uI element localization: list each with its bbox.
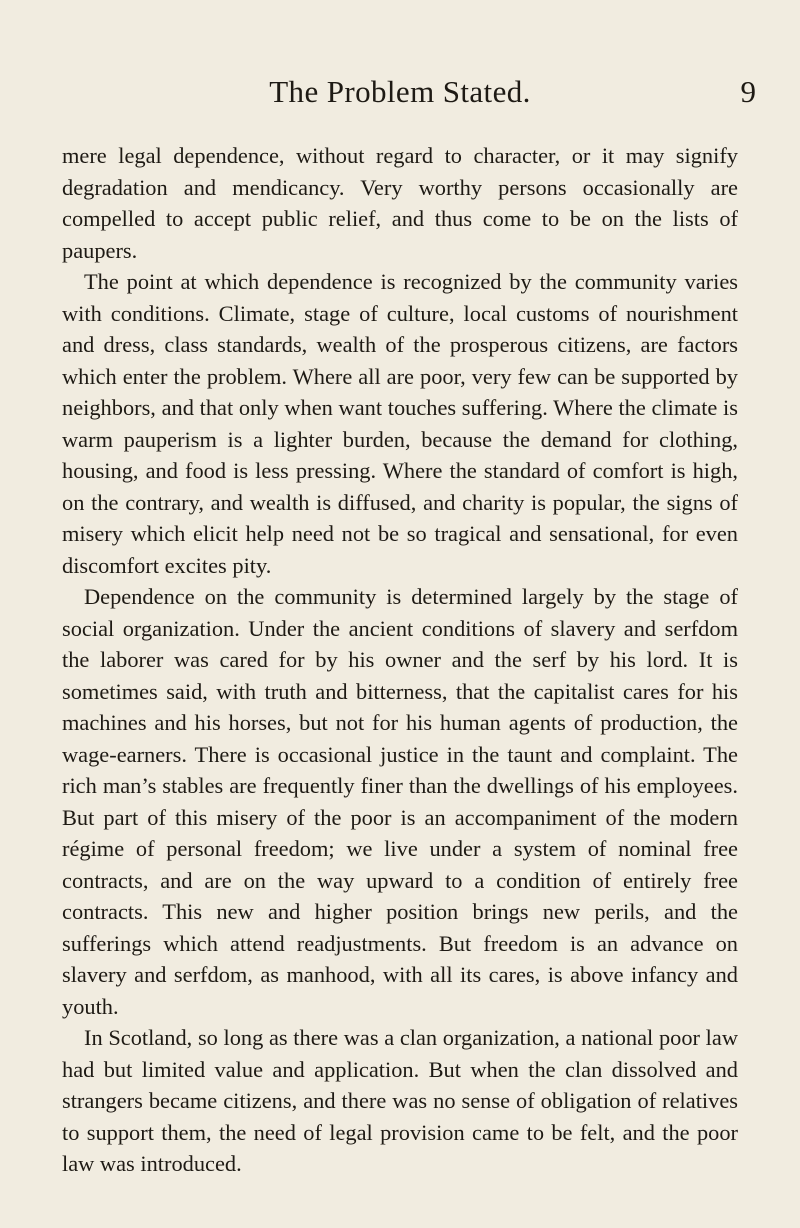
- paragraph-scotland: In Scotland, so long as there was a clan organization, a national poor law had but limited value and application. But when the clan dissolved and strangers became citizens, and there was no sense of obligation of relatives to support them, the need of legal provision came to be felt, and the poor law was introduced.: [62, 1025, 738, 1176]
- page-number: 9: [740, 74, 756, 109]
- running-title: The Problem Stated.: [269, 74, 531, 109]
- paragraph-continuation: mere legal dependence, without regard to character, or it may signify degradation and mendicancy. Very worthy persons occasionally are compelled to accept public relief, and thus come to be on the lists of paupers.: [62, 143, 738, 263]
- paragraph-dependence-recognition: The point at which dependence is recognized by the community varies with conditions. Climate, stage of culture, local customs of nourishment and dress, class standards, wealth of the prosperous citizens, are factors which enter the problem. Where all are poor, very few can be supported by neighbors, and that only when want touches suffering. Where the climate is warm pauperism is a lighter burden, because the demand for clothing, housing, and food is less pressing. Where the standard of comfort is high, on the contrary, and wealth is diffused, and charity is popular, the signs of misery which elicit help need not be so tragical and sensational, for even discomfort excites pity.: [62, 269, 738, 578]
- page-body: [62, 140, 738, 1180]
- paragraph-social-organization: Dependence on the community is determined largely by the stage of social organization. Under the ancient conditions of slavery and serfdom the laborer was cared for by his owner and the serf by his lord. It is sometimes said, with truth and bitterness, that the capitalist cares for his machines and his horses, but not for his human agents of production, the wage-earners. There is occasional justice in the taunt and complaint. The rich man’s stables are frequently finer than the dwellings of his employees. But part of this misery of the poor is an accompaniment of the modern régime of personal freedom; we live under a system of nominal free contracts, and are on the way upward to a condition of entirely free contracts. This new and higher position brings new perils, and the sufferings which attend readjustments. But freedom is an advance on slavery and serfdom, as manhood, with all its cares, is above infancy and youth.: [62, 584, 738, 1019]
- page-header: [60, 74, 756, 120]
